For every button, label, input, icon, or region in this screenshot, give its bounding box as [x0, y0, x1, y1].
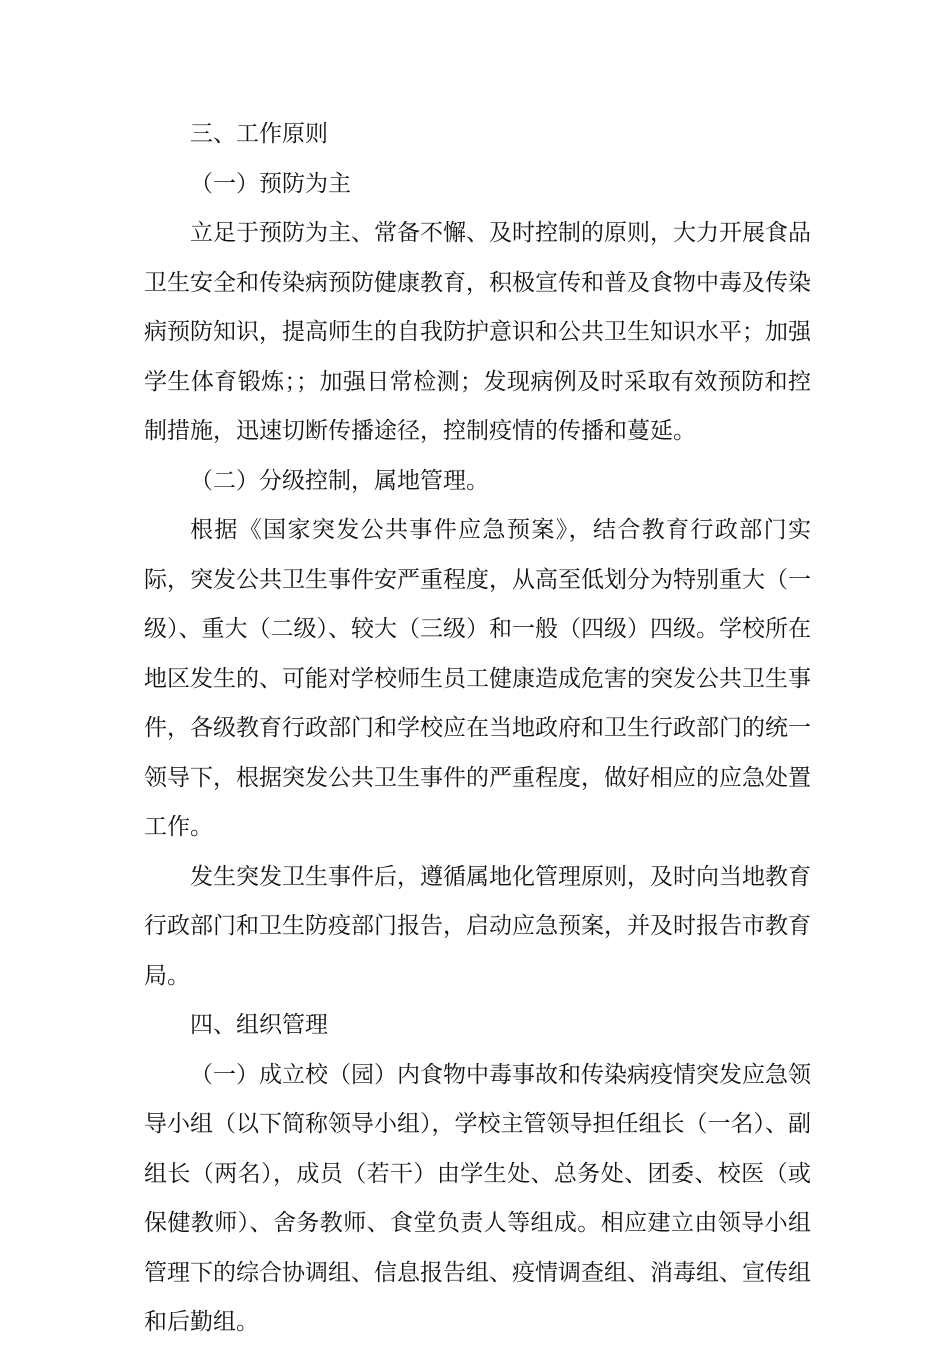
paragraph-prevention: 立足于预防为主、常备不懈、及时控制的原则，大力开展食品卫生安全和传染病预防健康教育，积极宣传和普及食物中毒及传染病预防知识，提高师生的自我防护意识和公共卫生知识水平；加强学生体育锻炼；；加强日常检测；发现病例及时采取有效预防和控制措施，迅速切断传播途径，控制疫情的传播和蔓延。	[144, 220, 811, 444]
document-body	[144, 110, 811, 1348]
paragraph-leadership-group: （一）成立校（园）内食物中毒事故和传染病疫情突发应急领导小组（以下简称领导小组），学校主管领导担任组长（一名）、副组长（两名），成员（若干）由学生处、总务处、团委、校医（或保健教师）、舍务教师、食堂负责人等组成。相应建立由领导小组管理下的综合协调组、信息报告组、疫情调查组、消毒组、宣传组和后勤组。	[144, 1061, 811, 1335]
paragraph-graded-control: 根据《国家突发公共事件应急预案》，结合教育行政部门实际，突发公共卫生事件安严重程度，从高至低划分为特别重大（一级）、重大（二级）、较大（三级）和一般（四级）四级。学校所在地区发生的、可能对学校师生员工健康造成危害的突发公共卫生事件，各级教育行政部门和学校应在当地政府和卫生行政部门的统一领导下，根据突发公共卫生事件的严重程度，做好相应的应急处置工作。	[144, 517, 811, 840]
paragraph-local-management: 发生突发卫生事件后，遵循属地化管理原则，及时向当地教育行政部门和卫生防疫部门报告，启动应急预案，并及时报告市教育局。	[144, 863, 811, 989]
subheading-prevention-first: （一）预防为主	[190, 170, 351, 197]
section-heading-work-principles: 三、工作原则	[190, 121, 328, 147]
section-heading-organization: 四、组织管理	[190, 1012, 328, 1038]
subheading-graded-control: （二）分级控制，属地管理。	[190, 467, 489, 494]
